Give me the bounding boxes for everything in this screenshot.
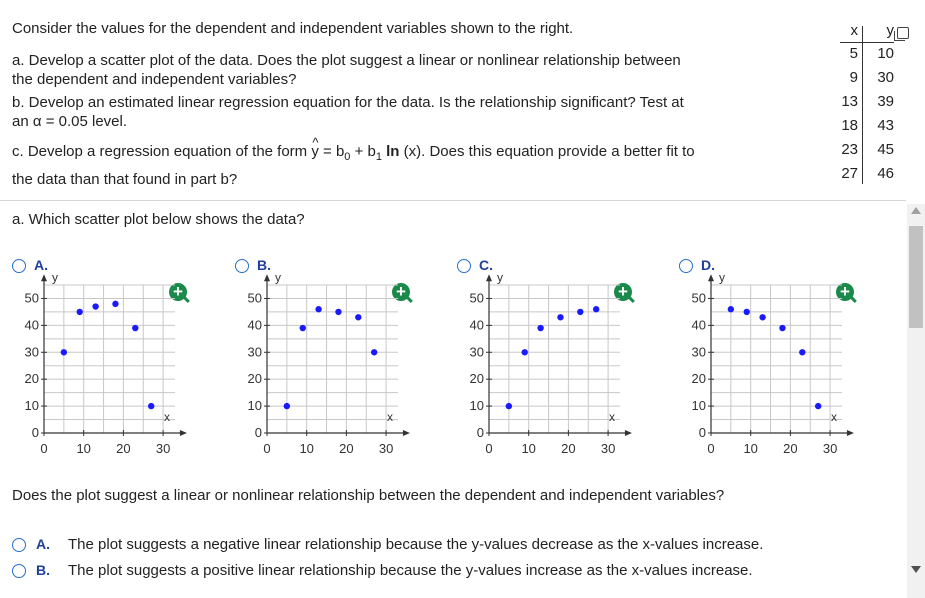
- y-tick-label: 30: [691, 344, 706, 360]
- x-axis-label: x: [609, 410, 616, 424]
- x-tick-label: 30: [822, 441, 838, 456]
- x-tick-label: 0: [40, 441, 48, 456]
- option-a-radio[interactable]: [12, 259, 26, 273]
- data-point: [148, 403, 154, 409]
- x-tick-label: 30: [155, 441, 171, 456]
- answer-a-radio[interactable]: [12, 538, 26, 552]
- part-c-eq1: = b: [318, 143, 345, 160]
- x-axis-arrow: [625, 430, 632, 436]
- y-tick-label: 10: [691, 398, 706, 414]
- part-c-line1: [12, 142, 695, 163]
- data-point: [92, 303, 98, 309]
- zoom-in-icon[interactable]: +: [392, 283, 410, 301]
- copy-icon[interactable]: [897, 27, 909, 39]
- y-axis-label: y: [719, 270, 725, 285]
- scatter-plot-a: [2, 270, 202, 470]
- answer-letter: B.: [36, 562, 50, 578]
- x-tick-label: 10: [743, 441, 758, 456]
- data-point: [799, 349, 805, 355]
- data-point: [759, 314, 765, 320]
- y-tick-label: 40: [24, 317, 39, 333]
- y-value: 46: [877, 165, 894, 182]
- scatter-plot-b: [225, 270, 425, 470]
- x-tick-label: 10: [299, 441, 314, 456]
- part-c-post: (x). Does this equation provide a better fit to: [399, 143, 695, 160]
- x-tick-label: 20: [783, 441, 798, 456]
- data-point: [335, 309, 341, 315]
- x-tick-label: 30: [378, 441, 394, 456]
- data-point: [371, 349, 377, 355]
- x-value: 18: [841, 117, 858, 134]
- answer-text[interactable]: The plot suggests a negative linear relationship because the y-values decrease as the x-values increase.: [68, 536, 764, 553]
- y-header: y: [886, 22, 894, 39]
- scrollbar-thumb[interactable]: [909, 226, 923, 328]
- y-tick-label: 10: [469, 398, 484, 414]
- y-axis-label: y: [497, 270, 503, 285]
- data-point: [77, 309, 83, 315]
- y-hat: ^ y: [311, 142, 319, 161]
- part-c-eq2: + b: [350, 143, 376, 160]
- x-value: 23: [841, 141, 858, 158]
- ln-text: ln: [386, 143, 400, 160]
- data-point: [300, 325, 306, 331]
- option-letter: D.: [701, 257, 715, 273]
- data-point: [284, 403, 290, 409]
- part-a-line2: the dependent and independent variables?: [12, 71, 297, 88]
- x-tick-label: 20: [339, 441, 354, 456]
- table-header-divider: [840, 42, 894, 43]
- x-value: 9: [849, 69, 858, 86]
- scatter-plot-c: [447, 270, 647, 470]
- x-axis-label: x: [164, 410, 171, 424]
- y-tick-label: 50: [24, 290, 39, 306]
- y-tick-label: 20: [469, 371, 484, 387]
- y-tick-label: 10: [24, 398, 39, 414]
- part-a-line1: a. Develop a scatter plot of the data. Does the plot suggest a linear or nonlinear relationship between: [12, 52, 681, 69]
- y-value: 39: [877, 93, 894, 110]
- scroll-up-icon[interactable]: [911, 207, 921, 214]
- question-relationship: Does the plot suggest a linear or nonlinear relationship between the dependent and independent variables?: [12, 487, 725, 504]
- data-point: [744, 309, 750, 315]
- y-tick-label: 50: [691, 290, 706, 306]
- data-point: [537, 325, 543, 331]
- option-b-radio[interactable]: [235, 259, 249, 273]
- x-value: 5: [849, 45, 858, 62]
- y-tick-label: 0: [476, 425, 484, 440]
- y-tick-label: 40: [469, 317, 484, 333]
- data-point: [593, 306, 599, 312]
- y-tick-label: 30: [247, 344, 262, 360]
- x-value: 27: [841, 165, 858, 182]
- y-value: 45: [877, 141, 894, 158]
- data-point: [522, 349, 528, 355]
- data-point: [61, 349, 67, 355]
- data-point: [815, 403, 821, 409]
- data-point: [577, 309, 583, 315]
- y-axis-label: y: [52, 270, 58, 285]
- zoom-in-icon[interactable]: +: [169, 283, 187, 301]
- y-axis-label: y: [275, 270, 281, 285]
- data-point: [506, 403, 512, 409]
- y-tick-label: 0: [698, 425, 706, 440]
- part-b-line2: an α = 0.05 level.: [12, 113, 127, 130]
- section-divider: [0, 200, 906, 201]
- problem-intro: Consider the values for the dependent and independent variables shown to the right.: [12, 20, 574, 37]
- scroll-down-icon[interactable]: [911, 566, 921, 573]
- data-point: [112, 301, 118, 307]
- data-point: [557, 314, 563, 320]
- zoom-in-icon[interactable]: +: [614, 283, 632, 301]
- x-tick-label: 10: [76, 441, 91, 456]
- y-tick-label: 0: [254, 425, 262, 440]
- x-tick-label: 20: [561, 441, 576, 456]
- y-tick-label: 50: [469, 290, 484, 306]
- y-tick-label: 20: [24, 371, 39, 387]
- data-point: [132, 325, 138, 331]
- y-tick-label: 40: [247, 317, 262, 333]
- x-axis-arrow: [847, 430, 854, 436]
- y-tick-label: 40: [691, 317, 706, 333]
- part-a-text: [12, 51, 681, 89]
- x-tick-label: 0: [707, 441, 715, 456]
- x-axis-label: x: [387, 410, 394, 424]
- question-a: a. Which scatter plot below shows the data?: [12, 211, 305, 228]
- b1-subscript: 1: [375, 151, 382, 163]
- y-value: 43: [877, 117, 894, 134]
- option-d-radio[interactable]: [679, 259, 693, 273]
- y-value: 10: [877, 45, 894, 62]
- y-tick-label: 30: [24, 344, 39, 360]
- y-axis-arrow: [708, 274, 714, 281]
- y-axis-arrow: [41, 274, 47, 281]
- b0-subscript: 0: [344, 151, 351, 163]
- y-tick-label: 0: [31, 425, 39, 440]
- y-tick-label: 10: [247, 398, 262, 414]
- y-value: 30: [877, 69, 894, 86]
- answer-b-radio[interactable]: [12, 564, 26, 578]
- option-letter: B.: [257, 257, 271, 273]
- x-value: 13: [841, 93, 858, 110]
- y-tick-label: 50: [247, 290, 262, 306]
- answer-letter: A.: [36, 536, 50, 552]
- part-c-pre: c. Develop a regression equation of the form: [12, 143, 312, 160]
- x-tick-label: 0: [485, 441, 493, 456]
- data-point: [728, 306, 734, 312]
- x-header: x: [850, 22, 858, 39]
- x-tick-label: 20: [116, 441, 131, 456]
- y-tick-label: 30: [469, 344, 484, 360]
- option-letter: A.: [34, 257, 48, 273]
- y-tick-label: 20: [247, 371, 262, 387]
- x-tick-label: 30: [600, 441, 616, 456]
- table-column-divider: [862, 26, 863, 184]
- data-point: [355, 314, 361, 320]
- x-tick-label: 0: [263, 441, 271, 456]
- x-tick-label: 10: [521, 441, 536, 456]
- x-axis-arrow: [180, 430, 187, 436]
- answer-text[interactable]: The plot suggests a positive linear relationship because the y-values increase as the x-values increase.: [68, 562, 753, 579]
- zoom-in-icon[interactable]: +: [836, 283, 854, 301]
- option-c-radio[interactable]: [457, 259, 471, 273]
- data-point: [779, 325, 785, 331]
- part-c-line2: the data than that found in part b?: [12, 171, 238, 188]
- data-point: [315, 306, 321, 312]
- x-axis-arrow: [403, 430, 410, 436]
- x-axis-label: x: [831, 410, 838, 424]
- scatter-plot-d: [669, 270, 869, 470]
- y-axis-arrow: [264, 274, 270, 281]
- y-tick-label: 20: [691, 371, 706, 387]
- option-letter: C.: [479, 257, 493, 273]
- part-b-text: [12, 93, 684, 131]
- part-b-line1: b. Develop an estimated linear regression equation for the data. Is the relationship significant? Test at: [12, 94, 684, 111]
- y-axis-arrow: [486, 274, 492, 281]
